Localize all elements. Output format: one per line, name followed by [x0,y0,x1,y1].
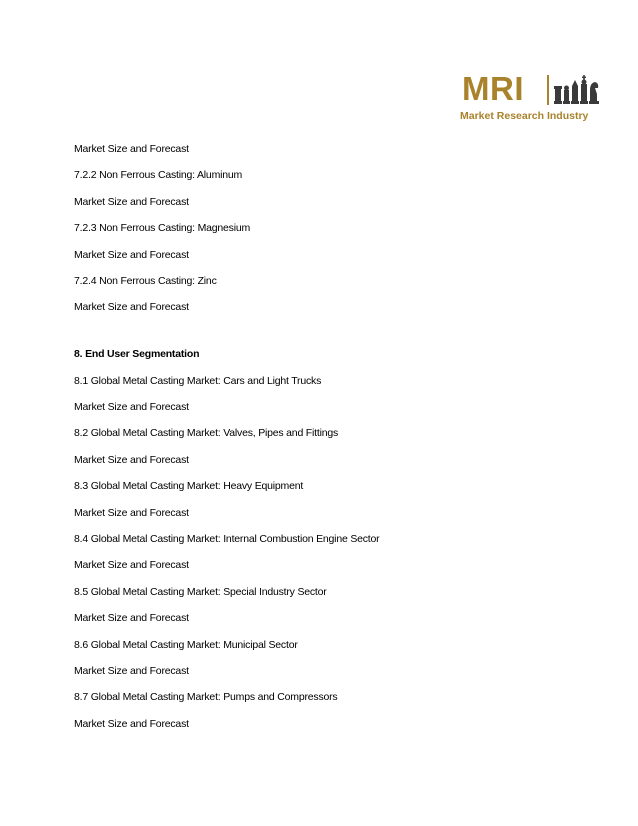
toc-line: 8.2 Global Metal Casting Market: Valves, Pipes and Fittings [74,427,339,440]
table-of-contents [74,142,594,743]
toc-line: Market Size and Forecast [74,248,189,261]
toc-line: Market Size and Forecast [74,612,189,625]
toc-line: Market Size and Forecast [74,301,189,314]
toc-line: 8.5 Global Metal Casting Market: Special Industry Sector [74,585,327,598]
toc-line: Market Size and Forecast [74,506,189,519]
toc-line: Market Size and Forecast [74,143,189,155]
company-logo [458,72,606,128]
toc-line: Market Size and Forecast [74,453,189,466]
toc-line: Market Size and Forecast [74,717,189,730]
logo-mark: MRI [462,70,524,107]
toc-line: Market Size and Forecast [74,195,189,208]
toc-line: Market Size and Forecast [74,664,189,677]
toc-line: 8.3 Global Metal Casting Market: Heavy Equipment [74,480,304,493]
toc-line: 8.4 Global Metal Casting Market: Internal Combustion Engine Sector [74,532,380,545]
toc-line: 8.7 Global Metal Casting Market: Pumps and Compressors [74,691,338,704]
toc-line: 7.2.3 Non Ferrous Casting: Magnesium [74,222,251,235]
toc-line: 7.2.2 Non Ferrous Casting: Aluminum [74,169,243,182]
toc-line: Market Size and Forecast [74,559,189,572]
toc-line: Market Size and Forecast [74,401,189,414]
toc-line: 7.2.4 Non Ferrous Casting: Zinc [74,274,217,287]
logo-tagline: Market Research Industry [460,110,589,122]
section-heading: 8. End User Segmentation [74,348,200,361]
toc-line: 8.1 Global Metal Casting Market: Cars and Light Trucks [74,374,322,387]
chess-pieces-icon [553,74,601,106]
toc-line: 8.6 Global Metal Casting Market: Municipal Sector [74,638,298,651]
section-spacer [74,327,594,348]
logo-divider [547,75,549,105]
